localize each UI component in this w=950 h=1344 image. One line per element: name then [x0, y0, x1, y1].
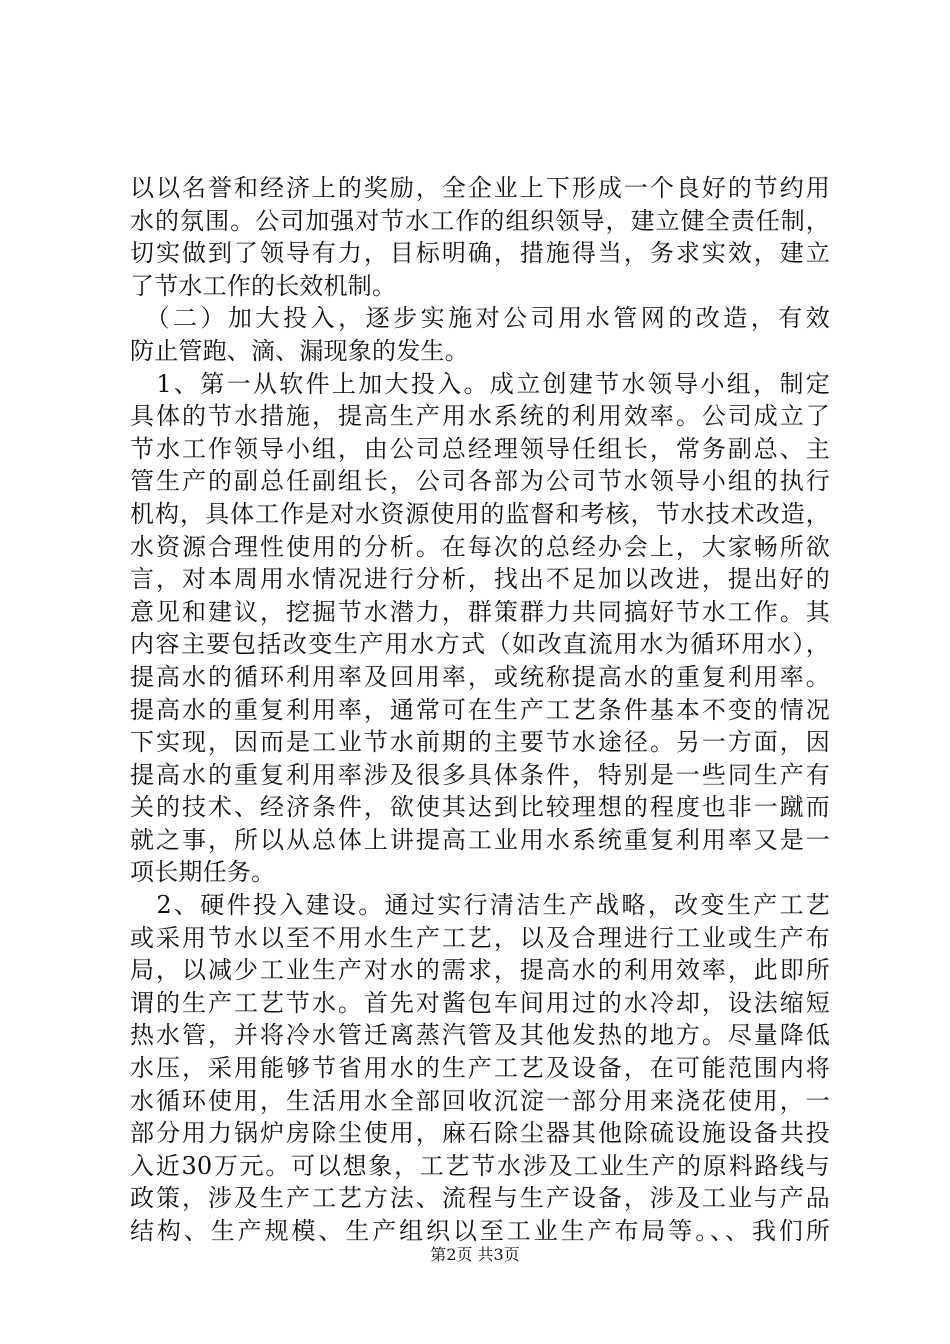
text-line: 机构，具体工作是对水资源使用的监督和考核，节水技术改造，	[130, 499, 830, 528]
text-line: 防止管跑、滴、漏现象的发生。	[130, 336, 469, 365]
text-line: 或采用节水以至不用水生产工艺，以及合理进行工业或生产布	[130, 923, 830, 952]
text-line: 结构、生产规模、生产组织以至工业生产布局等。、、我们所	[130, 1217, 830, 1245]
text-line: 1、第一从软件上加大投入。成立创建节水领导小组，制定	[130, 369, 830, 398]
body-text	[130, 172, 830, 1248]
text-line: 水压，采用能够节省用水的生产工艺及设备，在可能范围内将	[130, 1054, 830, 1083]
text-line: 意见和建议，挖掘节水潜力，群策群力共同搞好节水工作。其	[130, 597, 830, 626]
text-line: 热水管，并将冷水管迁离蒸汽管及其他发热的地方。尽量降低	[130, 1021, 830, 1050]
text-line: 2、硬件投入建设。通过实行清洁生产战略，改变生产工艺	[130, 891, 830, 920]
text-line: 水的氛围。公司加强对节水工作的组织领导，建立健全责任制，	[130, 206, 830, 235]
text-line: 就之事，所以从总体上讲提高工业用水系统重复利用率又是一	[130, 825, 830, 854]
text-line: 以以名誉和经济上的奖励，全企业上下形成一个良好的节约用	[130, 174, 830, 202]
text-line: 项长期任务。	[130, 858, 276, 887]
page-footer: 第2页 共3页	[430, 1245, 520, 1264]
text-line: 内容主要包括改变生产用水方式（如改直流用水为循环用水），	[130, 630, 830, 659]
text-line: 言，对本周用水情况进行分析，找出不足加以改进，提出好的	[130, 565, 830, 594]
text-line: 水资源合理性使用的分析。在每次的总经办会上，大家畅所欲	[130, 532, 830, 561]
text-line: 下实现，因而是工业节水前期的主要节水途径。另一方面，因	[130, 728, 830, 757]
text-line: 了节水工作的长效机制。	[130, 271, 397, 300]
text-line: 部分用力锅炉房除尘使用，麻石除尘器其他除硫设施设备共投	[130, 1119, 830, 1148]
text-line: 提高水的重复利用率涉及很多具体条件，特别是一些同生产有	[130, 760, 830, 789]
text-line: 入近30万元。可以想象，工艺节水涉及工业生产的原料路线与	[130, 1151, 830, 1180]
text-line: 政策，涉及生产工艺方法、流程与生产设备，涉及工业与产品	[130, 1184, 830, 1213]
text-line: （二）加大投入，逐步实施对公司用水管网的改造，有效	[130, 304, 830, 333]
text-line: 提高水的循环利用率及回用率，或统称提高水的重复利用率。	[130, 662, 830, 691]
text-line: 具体的节水措施，提高生产用水系统的利用效率。公司成立了	[130, 402, 830, 431]
text-line: 提高水的重复利用率，通常可在生产工艺条件基本不变的情况	[130, 695, 830, 724]
text-line: 局，以减少工业生产对水的需求，提高水的利用效率，此即所	[130, 956, 830, 985]
text-line: 谓的生产工艺节水。首先对酱包车间用过的水冷却，设法缩短	[130, 988, 830, 1017]
text-line: 关的技术、经济条件，欲使其达到比较理想的程度也非一蹴而	[130, 793, 830, 822]
text-line: 水循环使用，生活用水全部回收沉淀一部分用来浇花使用，一	[130, 1086, 830, 1115]
text-line: 管生产的副总任副组长，公司各部为公司节水领导小组的执行	[130, 467, 830, 496]
text-line: 切实做到了领导有力，目标明确，措施得当，务求实效，建立	[130, 239, 830, 268]
text-line: 节水工作领导小组，由公司总经理领导任组长，常务副总、主	[130, 434, 830, 463]
